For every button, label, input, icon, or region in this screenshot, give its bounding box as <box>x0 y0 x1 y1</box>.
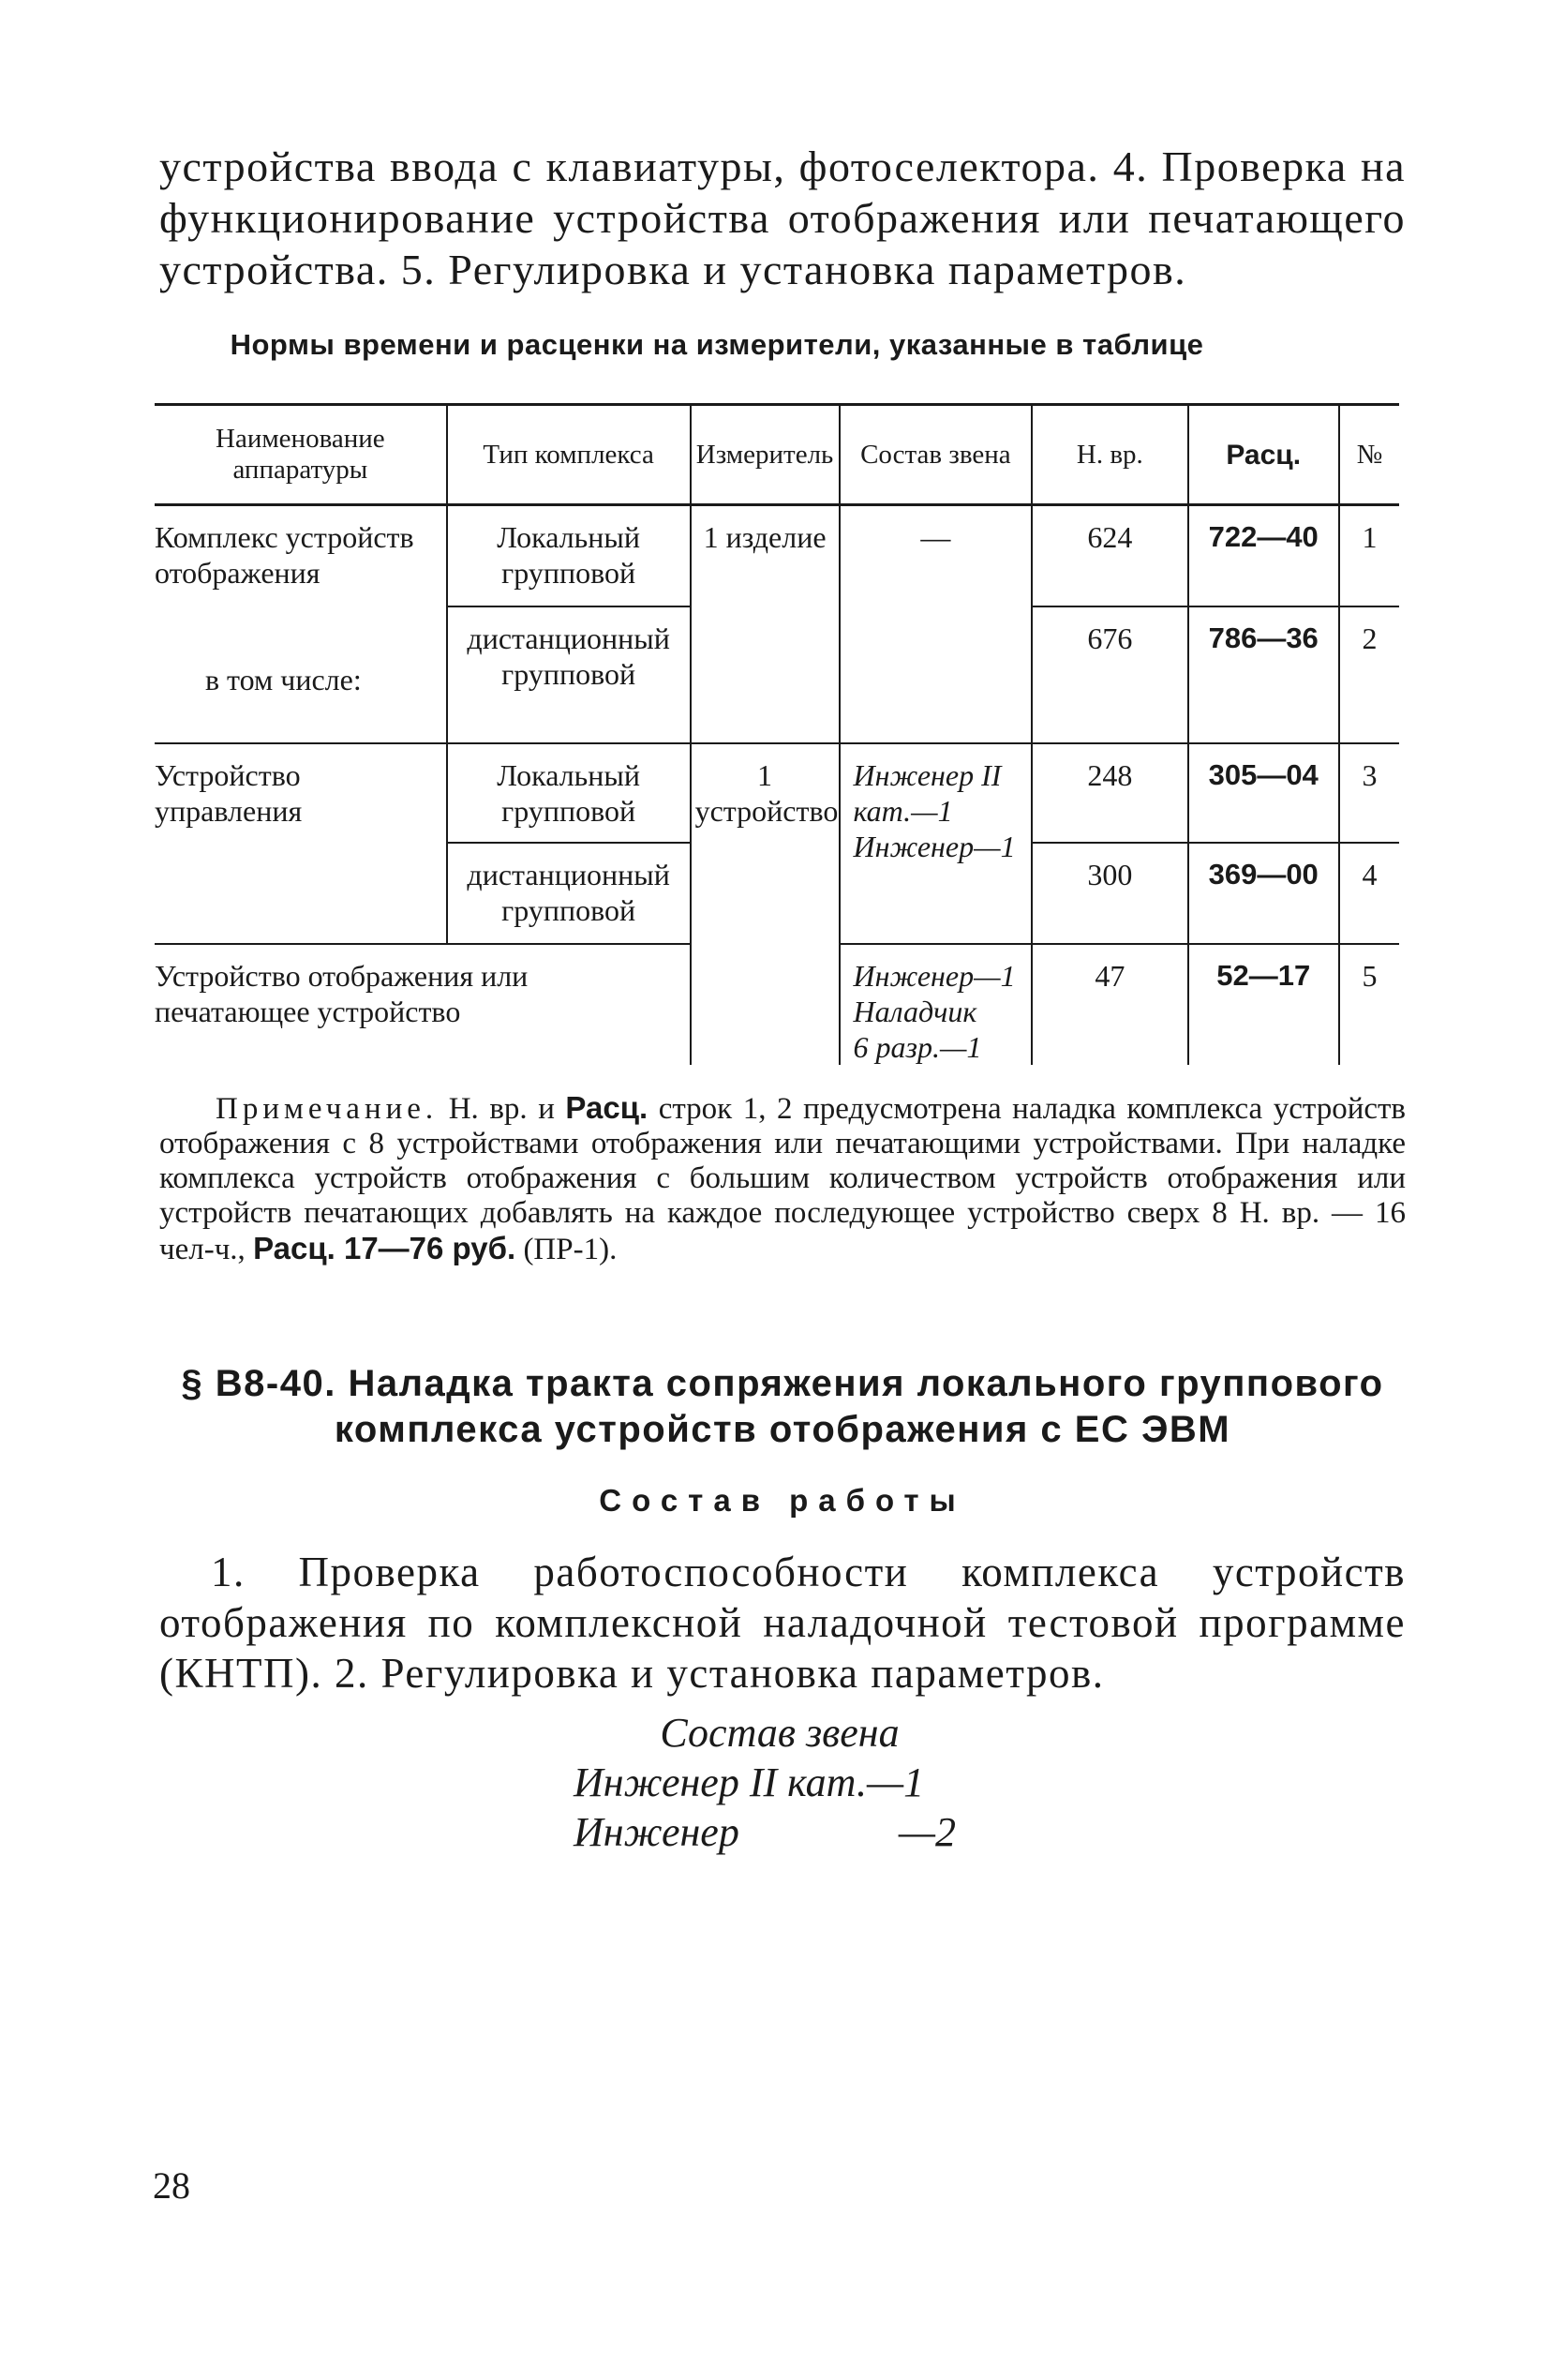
row5-crew-line-1: Инженер—1 <box>853 958 1016 993</box>
row3-norm: 248 <box>1032 743 1187 843</box>
table-title: Нормы времени и расценки на измерители, указанные в таблице <box>230 328 1204 361</box>
table-header-row <box>155 405 1399 505</box>
crew-role: Инженер II кат. <box>574 1759 867 1805</box>
table-note <box>159 1090 1406 1267</box>
note-text-3: (ПР-1). <box>515 1233 618 1266</box>
section-heading: § В8-40. Наладка тракта сопряжения локального группового комплекса устройств отображения с ЕС ЭВМ <box>181 1363 1384 1450</box>
header-price: Расц. <box>1188 405 1339 505</box>
crew-count: —2 <box>898 1809 956 1855</box>
row4-price: 369—00 <box>1188 843 1339 944</box>
header-type: Тип комплекса <box>447 405 691 505</box>
row2-price: 786—36 <box>1188 606 1339 743</box>
row2-type: дистанционный групповой <box>447 606 691 743</box>
crew-member <box>574 1758 967 1807</box>
row3-price: 305—04 <box>1188 743 1339 843</box>
table-row <box>155 505 1399 606</box>
crew-member <box>574 1807 967 1857</box>
group1-name-cell <box>155 505 447 743</box>
row1-num: 1 <box>1339 505 1399 606</box>
row2-norm: 676 <box>1032 606 1187 743</box>
row5-price: 52—17 <box>1188 944 1339 1065</box>
intro-paragraph: устройства ввода с клавиатуры, фотоселектора. 4. Проверка на функционирование устройства отображения или печатающего устройства. 5. Регулировка и установка параметров. <box>159 142 1406 293</box>
group2-unit: 1 устройство <box>691 743 840 1065</box>
crew-count: —1 <box>866 1759 925 1805</box>
note-rasc: Расц. <box>565 1090 648 1125</box>
row1-norm: 624 <box>1032 505 1187 606</box>
row3-num: 3 <box>1339 743 1399 843</box>
crew-title: Состав звена <box>660 1710 900 1756</box>
row1-price: 722—40 <box>1188 505 1339 606</box>
note-label: Примечание. <box>216 1092 439 1126</box>
group1-unit: 1 изделие <box>691 505 840 743</box>
note-rasc-value: Расц. 17—76 руб. <box>253 1231 516 1265</box>
composition-heading: Состав работы <box>599 1483 966 1518</box>
group2-name: Устройство управления <box>155 743 447 944</box>
row4-type: дистанционный групповой <box>447 843 691 944</box>
row5-crew-line-2: Наладчик <box>853 994 977 1028</box>
row5-crew-line-3: 6 разр.—1 <box>853 1029 982 1064</box>
header-name: Наименование аппаратуры <box>155 405 447 505</box>
header-unit: Измеритель <box>691 405 840 505</box>
crew-role: Инженер <box>574 1809 739 1855</box>
row1-type: Локальный групповой <box>447 505 691 606</box>
row5-norm: 47 <box>1032 944 1187 1065</box>
page-number: 28 <box>153 2164 190 2207</box>
group2-crew-cell <box>840 743 1033 944</box>
group1-crew: — <box>840 505 1033 743</box>
row5-name: Устройство отображения или печатающее устройство <box>155 958 529 1028</box>
row2-num: 2 <box>1339 606 1399 743</box>
group1-sub: в том числе: <box>204 663 362 696</box>
note-text-1: Н. вр. и <box>438 1092 566 1126</box>
header-num: № <box>1339 405 1399 505</box>
row5-num: 5 <box>1339 944 1399 1065</box>
row5-crew-cell <box>840 944 1033 1065</box>
row4-num: 4 <box>1339 843 1399 944</box>
row3-type: Локальный групповой <box>447 743 691 843</box>
group1-name: Комплекс устройств отображения <box>155 520 414 590</box>
note-text-2: строк 1, 2 предусмотрена наладка комплекса устройств отображения с 8 устройствами отображения или печатающими устройствами. При наладке комплекса устройств отображения с большим количеством устройств отображения или устройств печатающих добавлять на каждое последующее устройство сверх 8 Н. вр. — 16 чел-ч., <box>159 1092 1407 1266</box>
work-composition-text: 1. Проверка работоспособности комплекса устройств отображения по комплексной наладочной тестовой программе (КНТП). 2. Регулировка и установка параметров. <box>159 1549 1406 1697</box>
table-row <box>155 743 1399 843</box>
group2-crew-line-2: Инженер—1 <box>853 829 1016 863</box>
crew-block <box>574 1708 967 1857</box>
header-crew: Состав звена <box>840 405 1033 505</box>
row4-norm: 300 <box>1032 843 1187 944</box>
norms-table <box>155 403 1399 1065</box>
group2-crew-line-1: Инженер II кат.—1 <box>853 757 1002 828</box>
header-norm: Н. вр. <box>1032 405 1187 505</box>
